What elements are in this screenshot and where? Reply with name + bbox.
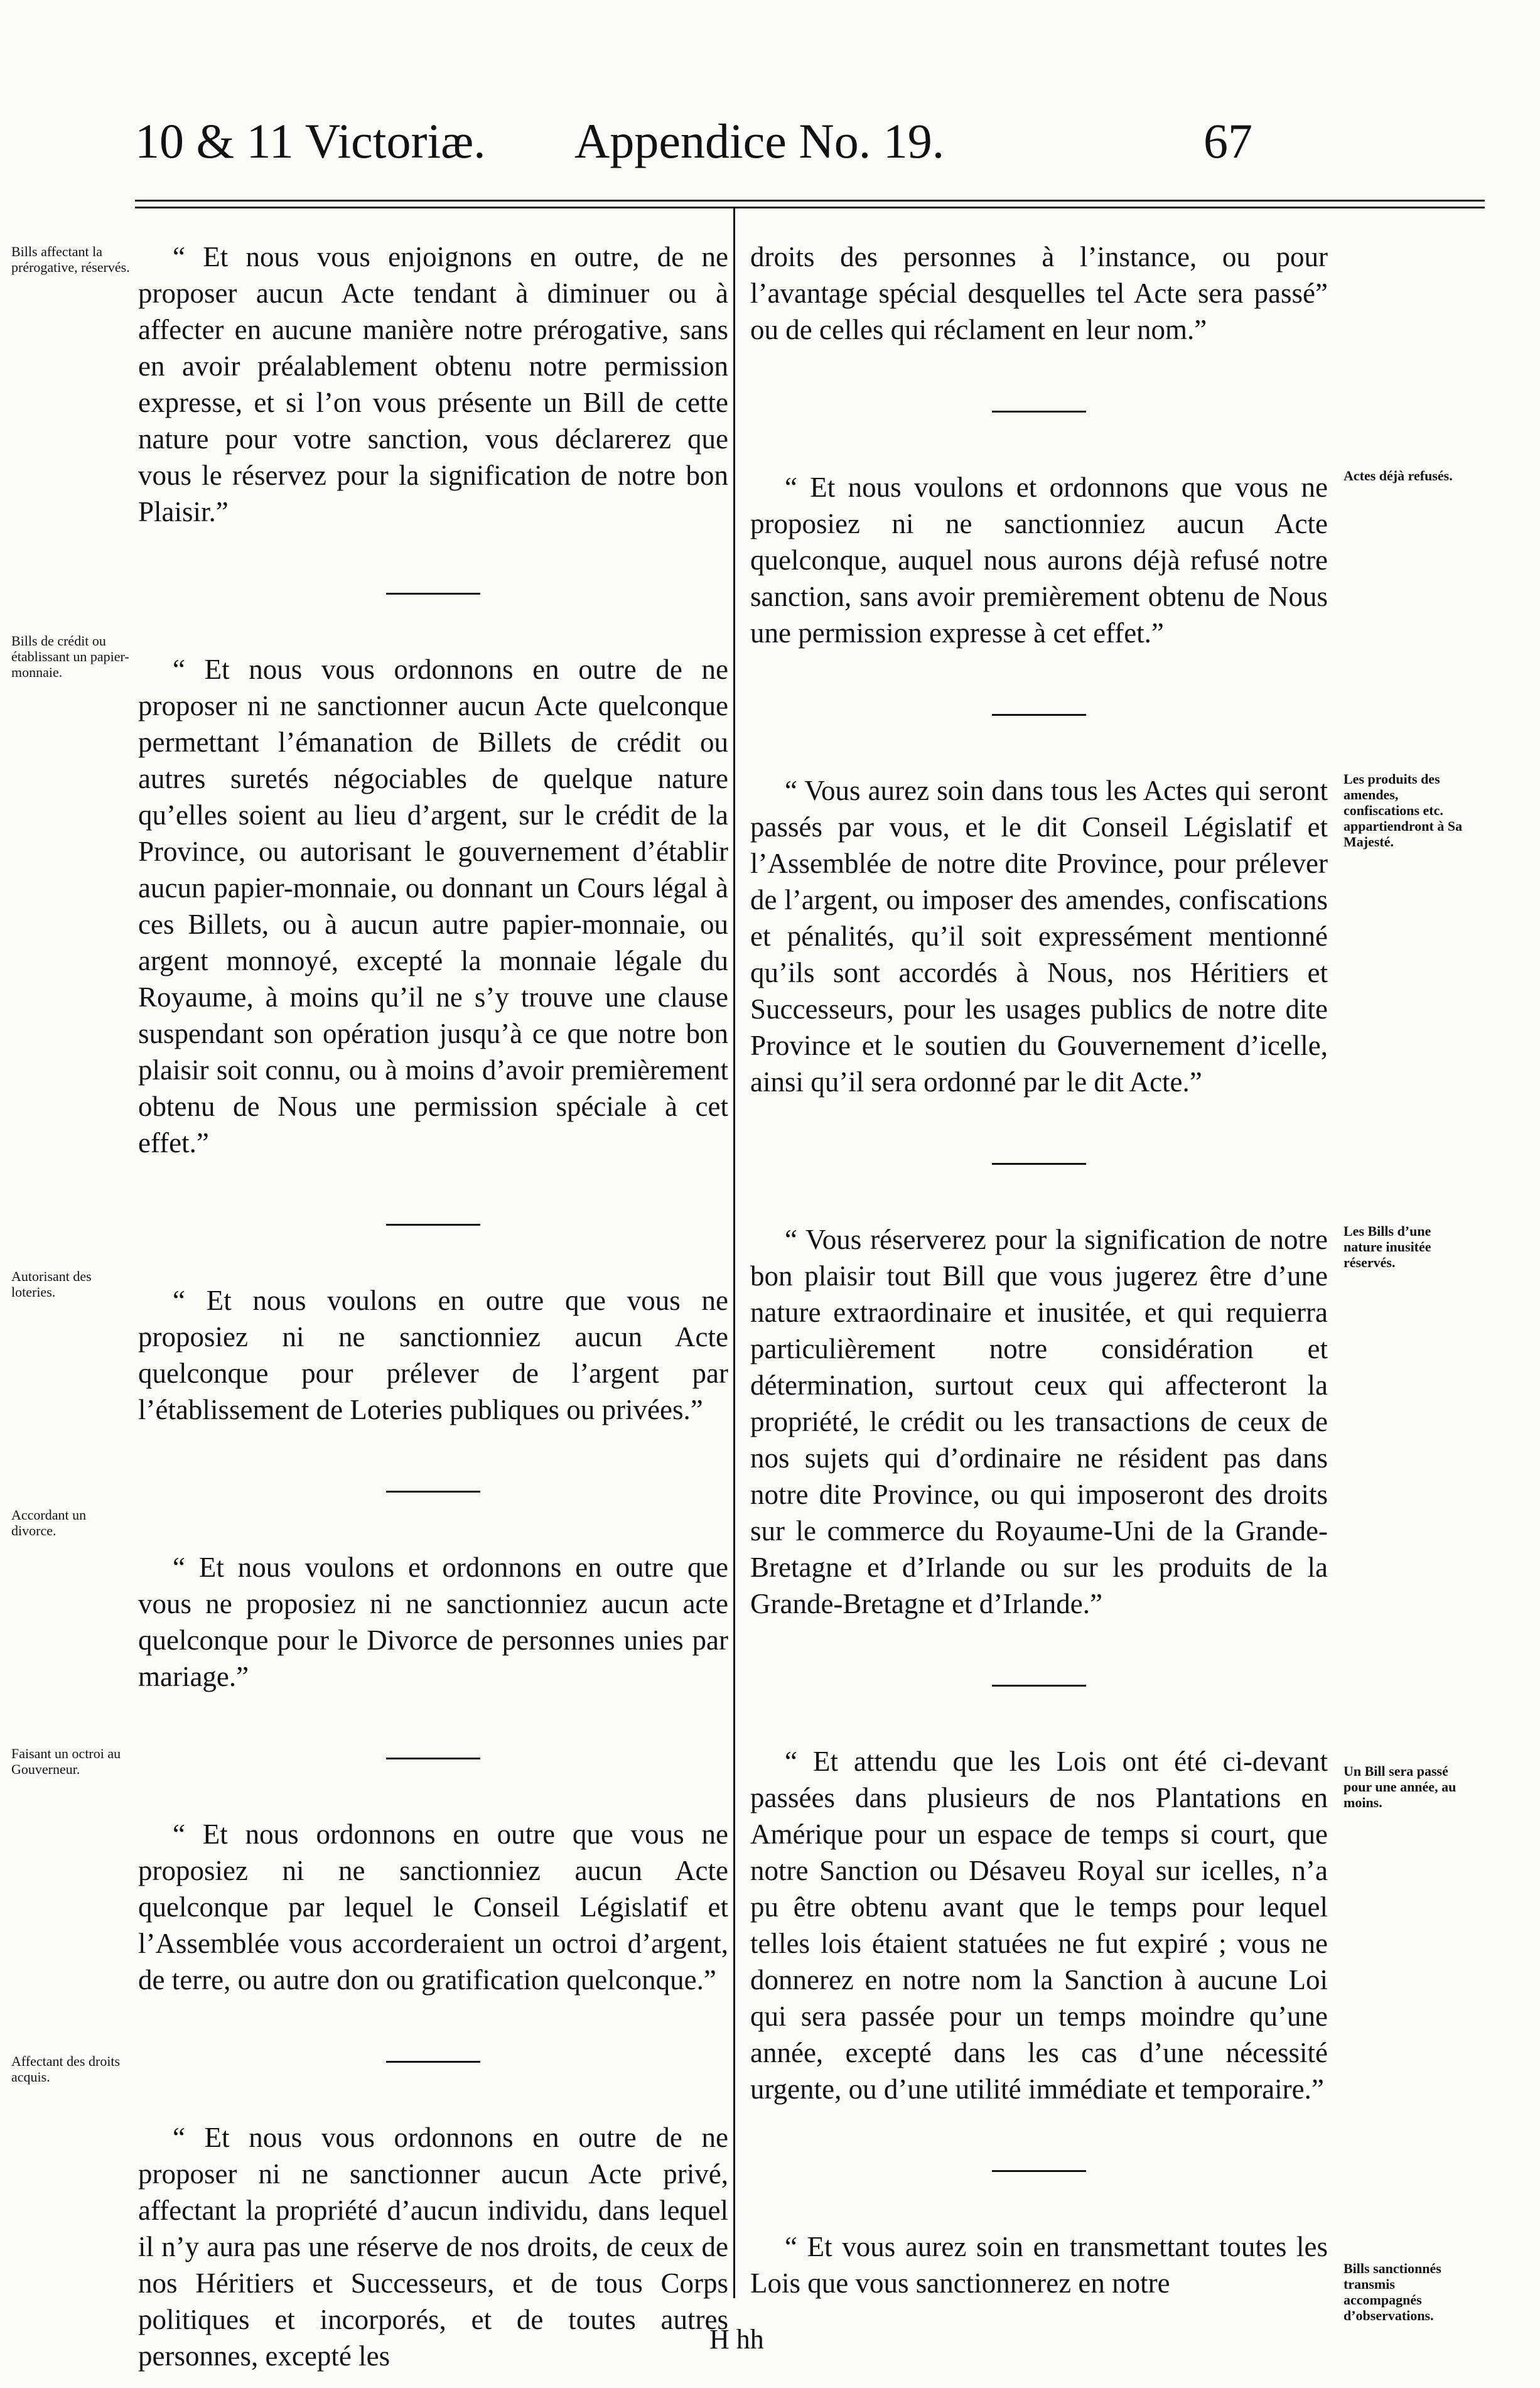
paragraph-duration: “ Et attendu que les Lois ont été ci-devant passées dans plusieurs de nos Plantations en Amérique pour un espace de temps si court, que notre Sanction ou Désaveu Royal sur icelles, n’a pu être obtenu avant que le temps pour lequel telles lois étaient statuées ne fut expiré ; vous ne donnerez en notre nom la Sanction à aucune Loi qui sera passée pour un temps moindre qu’une année, excepté dans les cas d’une nécessité urgente, ou d’une utilité immédiate et temporaire.”: [750, 1746, 1328, 2105]
margin-note-right-1: Actes déjà refusés.: [1343, 468, 1453, 484]
header-rule: [135, 200, 1485, 208]
section-separator: [992, 1685, 1086, 1687]
paragraph-lotteries: “ Et nous voulons en outre que vous ne proposiez ni ne sanctionniez aucun Acte quelconque pour prélever de l’argent par l’établissement de Loteries publiques ou privées.”: [138, 1285, 728, 1425]
section-separator: [386, 1758, 480, 1759]
margin-note-right-2: Les produits des amendes, confiscations etc. appartiendront à Sa Majesté.: [1343, 771, 1463, 850]
right-column: [750, 239, 1328, 2301]
section-separator: [386, 593, 480, 595]
margin-note-left-3: Autorisant des loteries.: [11, 1268, 92, 1300]
section-separator: [992, 2170, 1086, 2172]
margin-note-left-4: Accordant un divorce.: [11, 1507, 87, 1538]
margin-note-left-1: Bills affectant la prérogative, réservés.: [11, 244, 130, 275]
section-separator: [386, 1224, 480, 1226]
margin-note-right-4: Un Bill sera passé pour une année, au moins.: [1343, 1763, 1457, 1810]
paragraph-vested-rights: “ Et nous vous ordonnons en outre de ne proposer ni ne sanctionner aucun Acte privé, affectant la propriété d’aucun individu, dans lequel il n’y aura pas une réserve de nos droits, de ceux de nos Héritiers et Successeurs, et de tous Corps politiques et incorporés, et de toutes autres personnes, excepté les: [138, 2122, 728, 2372]
section-separator: [386, 2061, 480, 2063]
paragraph-prerogative: “ Et nous vous enjoignons en outre, de ne proposer aucun Acte tendant à diminuer ou à affecter en aucune manière notre prérogative, sans en avoir préalablement obtenu notre permission expresse, et si l’on vous présente un Bill de cette nature pour votre sanction, vous déclarerez que vous le réservez pour la signification de notre bon Plaisir.”: [138, 241, 728, 527]
paragraph-refused-acts: “ Et nous voulons et ordonnons que vous ne proposiez ni ne sanctionniez aucun Acte quelconque, auquel nous aurons déjà refusé notre sanction, sans avoir premièrement obtenu de Nous une permission expresse à cet effet.”: [750, 472, 1328, 649]
paragraph-paper-money: “ Et nous vous ordonnons en outre de ne proposer ni ne sanctionner aucun Acte quelconque permettant l’émanation de Billets de crédit ou autres suretés négociables de quelque nature qu’elles soient au lieu d’argent, sur le crédit de la Province, ou autorisant le gouvernement d’établir aucun papier-monnaie, ou donnant un Cours légal à ces Billets, ou à aucun autre papier-monnaie, ou argent monnoyé, excepté la monnaie légale du Royaume, à moins qu’il ne s’y trouve une clause suspendant son opération jusqu’à ce que notre bon plaisir soit connu, ou à moins d’avoir premièrement obtenu de Nous une permission spéciale à cet effet.”: [138, 654, 728, 1159]
section-separator: [386, 1491, 480, 1493]
header-appendix: Appendice No. 19.: [574, 114, 945, 168]
margin-note-left-6: Affectant des droits acquis.: [11, 2053, 121, 2085]
margin-note-left-2: Bills de crédit ou établissant un papier-monnaie.: [11, 633, 129, 680]
margin-note-right-3: Les Bills d’une nature inusitée réservés.: [1343, 1223, 1431, 1270]
section-separator: [992, 1163, 1086, 1165]
paragraph-fines: “ Vous aurez soin dans tous les Actes qui seront passés par vous, et le dit Conseil Législatif et l’Assemblée de notre dite Province, pour prélever de l’argent, ou imposer des amendes, confiscations et pénalités, qu’il soit expressément mentionné qu’ils sont accordés à Nous, nos Héritiers et Successeurs, pour les usages publics de notre dite Province et le soutien du Gouvernement d’icelle, ainsi qu’il sera ordonné par le dit Acte.”: [750, 775, 1328, 1098]
margin-note-left-5: Faisant un octroi au Gouverneur.: [11, 1746, 121, 1777]
page-number: 67: [1203, 114, 1252, 168]
paragraph-unusual-bills: “ Vous réserverez pour la signification de notre bon plaisir tout Bill que vous jugerez être d’une nature extraordinaire et inusitée, et qui requierra particulièrement notre considération et détermination, surtout ceux qui affecteront la propriété, le crédit ou les transactions de ceux de nos sujets qui d’ordinaire ne résident pas dans notre dite Province, ou qui imposeront des droits sur le commerce du Royaume-Uni de la Grande-Bretagne et d’Irlande ou sur les produits de la Grande-Bretagne et d’Irlande.”: [750, 1224, 1328, 1619]
left-column: [138, 239, 728, 2374]
margin-note-right-5: Bills sanctionnés transmis accompagnés d’observations.: [1343, 2261, 1441, 2323]
paragraph-transmission: “ Et vous aurez soin en transmettant toutes les Lois que vous sanctionnerez en notre: [750, 2231, 1328, 2299]
paragraph-continuation: droits des personnes à l’instance, ou pour l’avantage spécial desquelles tel Acte sera passé” ou de celles qui réclament en leur nom.”: [750, 241, 1328, 345]
paragraph-grant-governor: “ Et nous ordonnons en outre que vous ne proposiez ni ne sanctionniez aucun Acte quelconque par lequel le Conseil Législatif et l’Assemblée vous accorderaient un octroi d’argent, de terre, ou autre don ou gratification quelconque.”: [138, 1818, 728, 1996]
paragraph-divorce: “ Et nous voulons et ordonnons en outre que vous ne proposiez ni ne sanctionniez aucun acte quelconque pour le Divorce de personnes unies par mariage.”: [138, 1552, 728, 1692]
running-header: [135, 113, 1252, 170]
section-separator: [992, 714, 1086, 716]
header-session: 10 & 11 Victoriæ.: [135, 114, 486, 168]
signature-mark: H hh: [709, 2324, 764, 2355]
column-divider: [733, 207, 735, 2298]
section-separator: [992, 411, 1086, 413]
